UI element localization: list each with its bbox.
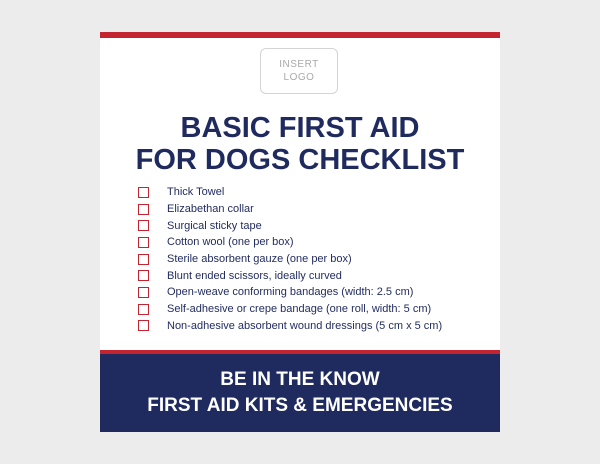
title-line2: FOR DOGS CHECKLIST [135, 144, 465, 176]
footer-banner [100, 354, 500, 432]
checkbox[interactable] [138, 304, 149, 315]
footer-line1: BE IN THE KNOW [220, 369, 380, 390]
checkbox[interactable] [138, 187, 149, 198]
checklist-item-label: Elizabethan collar [167, 203, 254, 216]
checklist-item[interactable] [138, 251, 442, 268]
top-red-stripe [100, 32, 500, 38]
checklist-item-label: Self-adhesive or crepe bandage (one roll, width: 5 cm) [167, 303, 432, 316]
logo-text-line1: INSERT [279, 59, 319, 70]
checklist-item[interactable] [138, 301, 442, 318]
checklist-item-label: Sterile absorbent gauze (one per box) [167, 253, 352, 266]
checklist-item-label: Thick Towel [167, 186, 225, 199]
logo-text-line2: LOGO [283, 72, 315, 83]
checkbox[interactable] [138, 270, 149, 281]
checklist-card [100, 32, 500, 432]
checkbox[interactable] [138, 204, 149, 215]
page-title [100, 112, 500, 176]
checklist [138, 184, 442, 334]
checkbox[interactable] [138, 254, 149, 265]
checklist-item[interactable] [138, 201, 442, 218]
checkbox[interactable] [138, 320, 149, 331]
checklist-item-label: Open-weave conforming bandages (width: 2.5 cm) [167, 286, 414, 299]
checklist-item[interactable] [138, 284, 442, 301]
checklist-item[interactable] [138, 234, 442, 251]
checkbox[interactable] [138, 287, 149, 298]
checklist-item-label: Non-adhesive absorbent wound dressings (5 cm x 5 cm) [167, 319, 443, 332]
checklist-item[interactable] [138, 184, 442, 201]
checklist-item[interactable] [138, 318, 442, 335]
checklist-item-label: Surgical sticky tape [167, 219, 262, 232]
checklist-item[interactable] [138, 267, 442, 284]
footer-line2: FIRST AID KITS & EMERGENCIES [147, 395, 453, 416]
checkbox[interactable] [138, 220, 149, 231]
checklist-item-label: Cotton wool (one per box) [167, 236, 294, 249]
checklist-item[interactable] [138, 217, 442, 234]
checkbox[interactable] [138, 237, 149, 248]
checklist-item-label: Blunt ended scissors, ideally curved [167, 269, 342, 282]
title-line1: BASIC FIRST AID [180, 112, 420, 144]
logo-placeholder [260, 48, 338, 94]
